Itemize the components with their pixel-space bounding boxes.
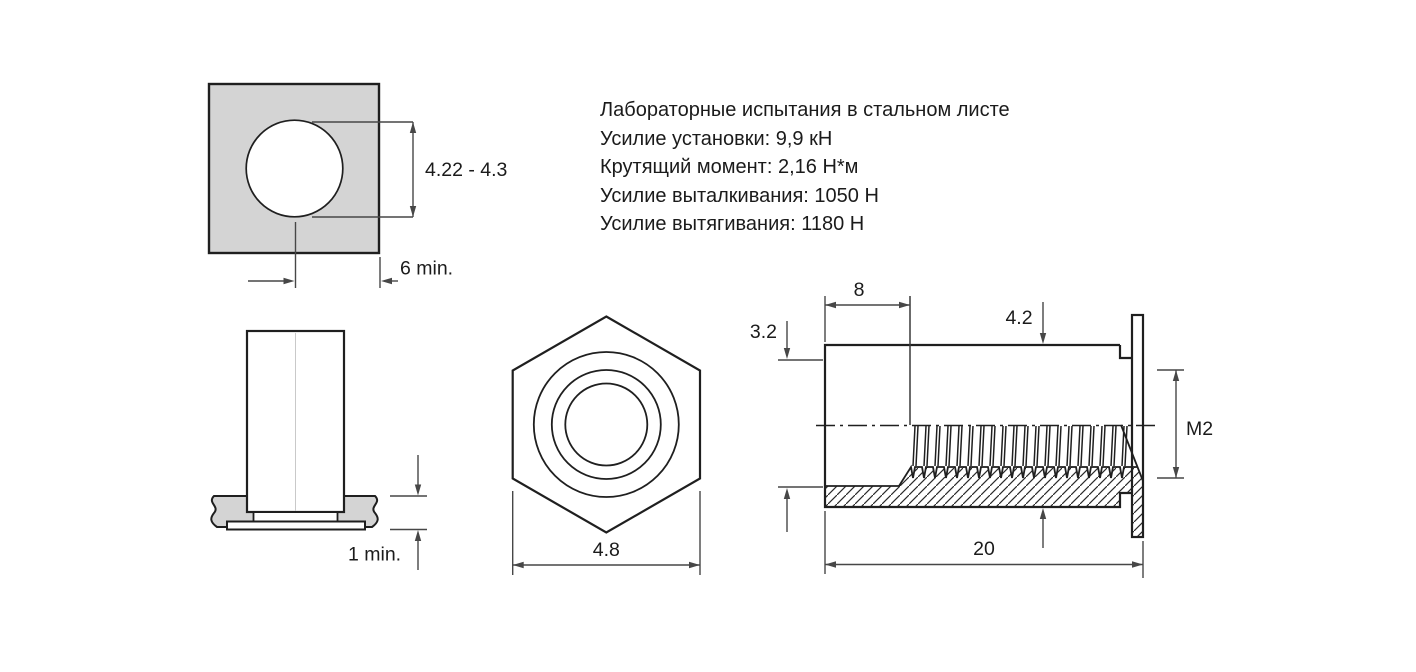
nut-neck-rect <box>254 512 338 522</box>
thread-dimension <box>1157 370 1184 478</box>
total-length-label: 20 <box>973 538 995 560</box>
install-force-line: Усилие установки: 9,9 кН <box>600 127 833 150</box>
lab-test-title: Лабораторные испытания в стальном листе <box>600 99 1010 121</box>
push-out-force-line: Усилие выталкивания: 1050 Н <box>600 184 879 207</box>
pull-out-force-line: Усилие вытягивания: 1180 Н <box>600 213 865 236</box>
unthreaded-length-label: 8 <box>853 279 865 301</box>
unthreaded-length-dimension <box>825 296 910 425</box>
sheet-thickness-label: 1 min. <box>348 543 402 566</box>
hole-top-view <box>209 84 507 288</box>
thread-minor-circle <box>565 384 647 466</box>
thread-label: M2 <box>1186 418 1214 440</box>
section-hatch-area <box>825 467 1143 537</box>
installed-side-view <box>211 331 427 570</box>
mounting-hole-circle <box>246 120 343 217</box>
hex-front-view <box>513 317 700 576</box>
cross-section-view <box>750 279 1213 578</box>
bore-diameter-dimension <box>778 321 823 532</box>
thread-major-circle <box>552 370 661 479</box>
body-outer-circle <box>534 352 679 497</box>
torque-line: Крутящий момент: 2,16 Н*м <box>600 156 859 179</box>
hole-diameter-label: 4.22 - 4.3 <box>425 159 508 181</box>
thread-flank-lines <box>913 426 1127 466</box>
hex-width-label: 4.8 <box>592 539 620 561</box>
bore-diameter-arrowheads <box>784 348 790 499</box>
sheet-thickness-arrowheads <box>415 485 421 542</box>
body-diameter-label: 4.2 <box>1005 307 1033 329</box>
bore-diameter-label: 3.2 <box>749 321 777 343</box>
nut-flange-rect <box>227 522 365 530</box>
edge-distance-label: 6 min. <box>400 257 454 280</box>
hex-outline <box>513 317 700 533</box>
edge-distance-arrowheads <box>284 278 393 284</box>
